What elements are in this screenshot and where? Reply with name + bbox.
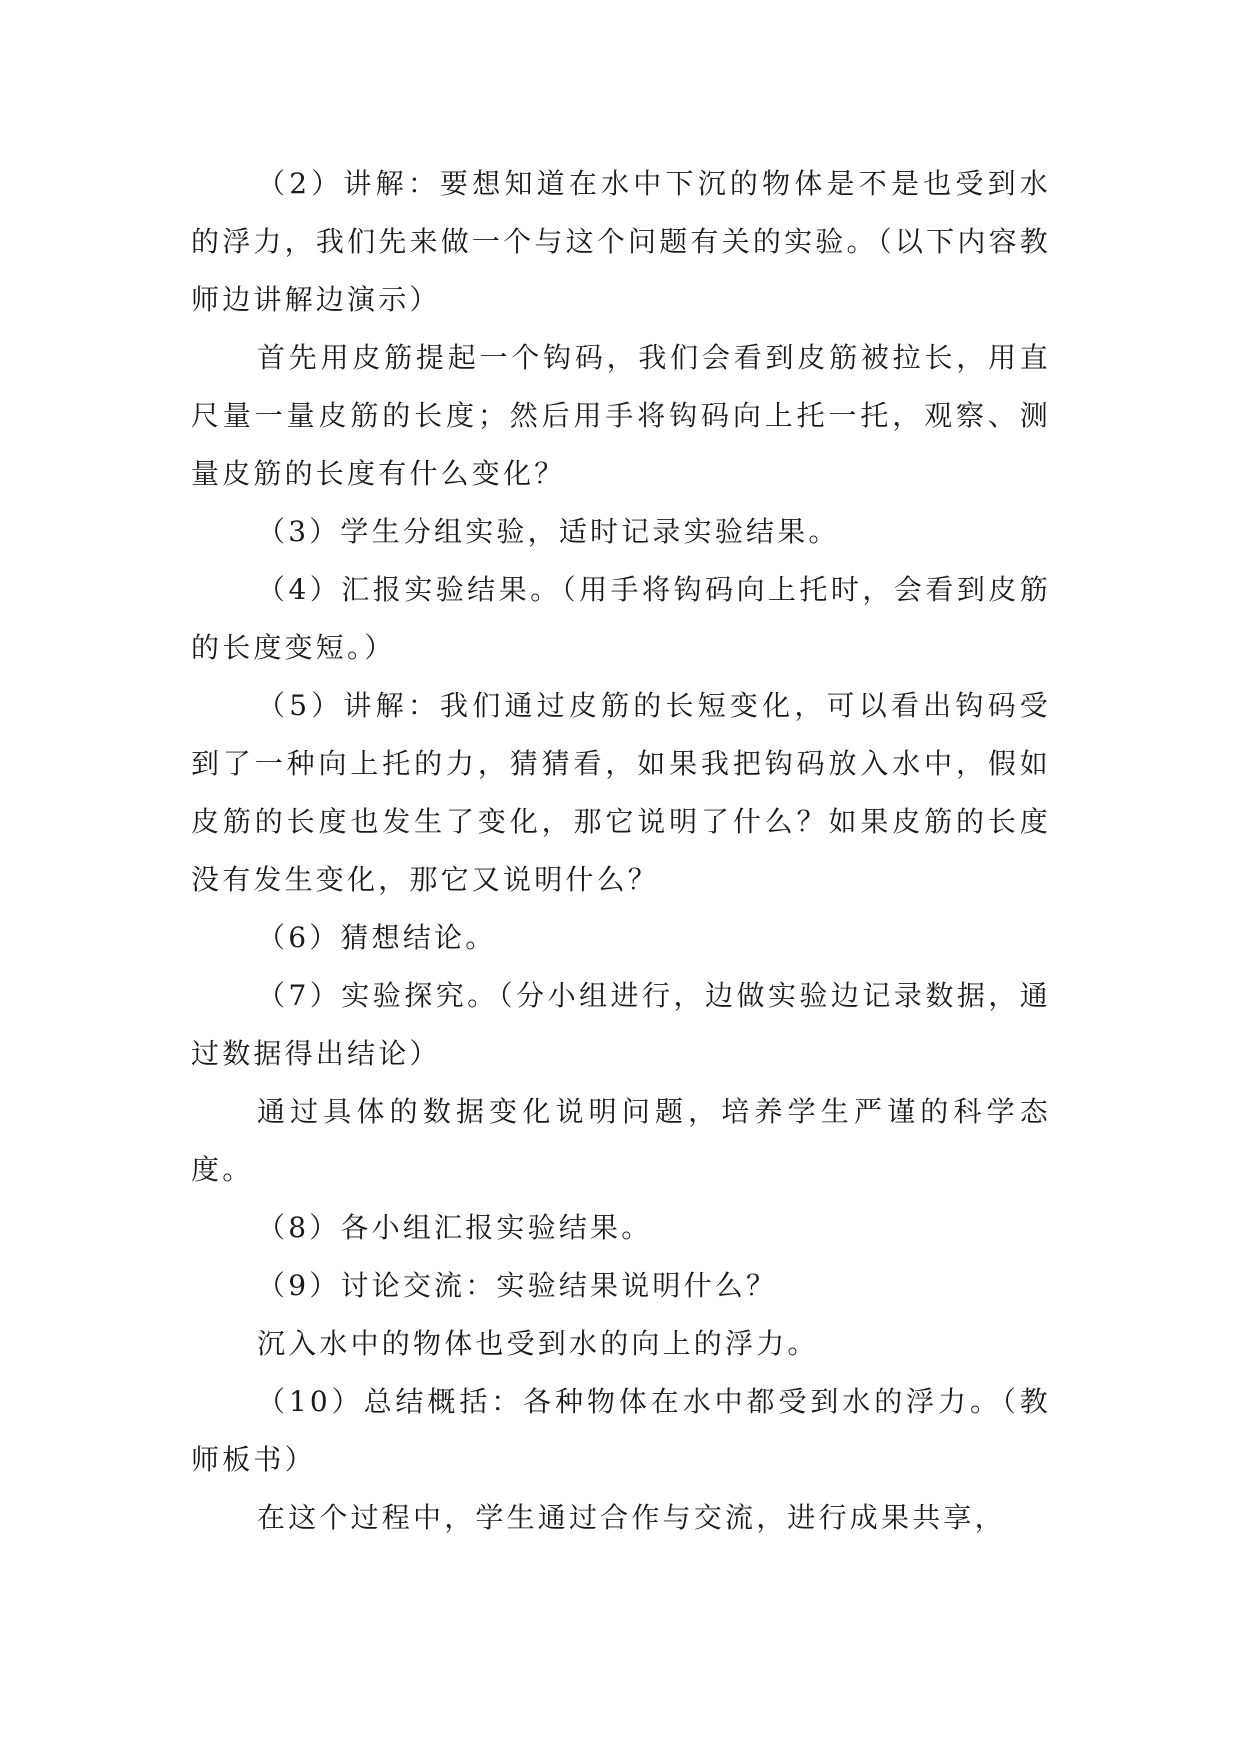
paragraph-step-10: （10）总结概括：各种物体在水中都受到水的浮力。（教师板书） — [191, 1385, 1051, 1476]
document-body — [191, 155, 1051, 1547]
paragraph-process-note: 在这个过程中，学生通过合作与交流，进行成果共享， — [257, 1501, 1006, 1534]
paragraph-step-3: （3）学生分组实验，适时记录实验结果。 — [257, 515, 840, 548]
paragraph-step-4: （4）汇报实验结果。（用手将钩码向上托时，会看到皮筋的长度变短。） — [191, 573, 1051, 664]
paragraph-step-9: （9）讨论交流：实验结果说明什么？ — [257, 1269, 778, 1302]
paragraph-step-2: （2）讲解：要想知道在水中下沉的物体是不是也受到水的浮力，我们先来做一个与这个问题有关的实验。（以下内容教师边讲解边演示） — [191, 167, 1051, 316]
paragraph-step-5: （5）讲解：我们通过皮筋的长短变化，可以看出钩码受到了一种向上托的力，猜猜看，如果我把钩码放入水中，假如皮筋的长度也发生了变化，那它说明了什么？如果皮筋的长度没有发生变化，那它又说明什么？ — [191, 689, 1051, 896]
paragraph-demo-description: 首先用皮筋提起一个钩码，我们会看到皮筋被拉长，用直尺量一量皮筋的长度；然后用手将钩码向上托一托，观察、测量皮筋的长度有什么变化？ — [191, 341, 1051, 490]
paragraph-data-explanation: 通过具体的数据变化说明问题，培养学生严谨的科学态度。 — [191, 1095, 1051, 1186]
paragraph-step-8: （8）各小组汇报实验结果。 — [257, 1211, 653, 1244]
paragraph-conclusion: 沉入水中的物体也受到水的向上的浮力。 — [257, 1327, 819, 1360]
paragraph-step-7: （7）实验探究。（分小组进行，边做实验边记录数据，通过数据得出结论） — [191, 979, 1051, 1070]
paragraph-step-6: （6）猜想结论。 — [257, 921, 497, 954]
